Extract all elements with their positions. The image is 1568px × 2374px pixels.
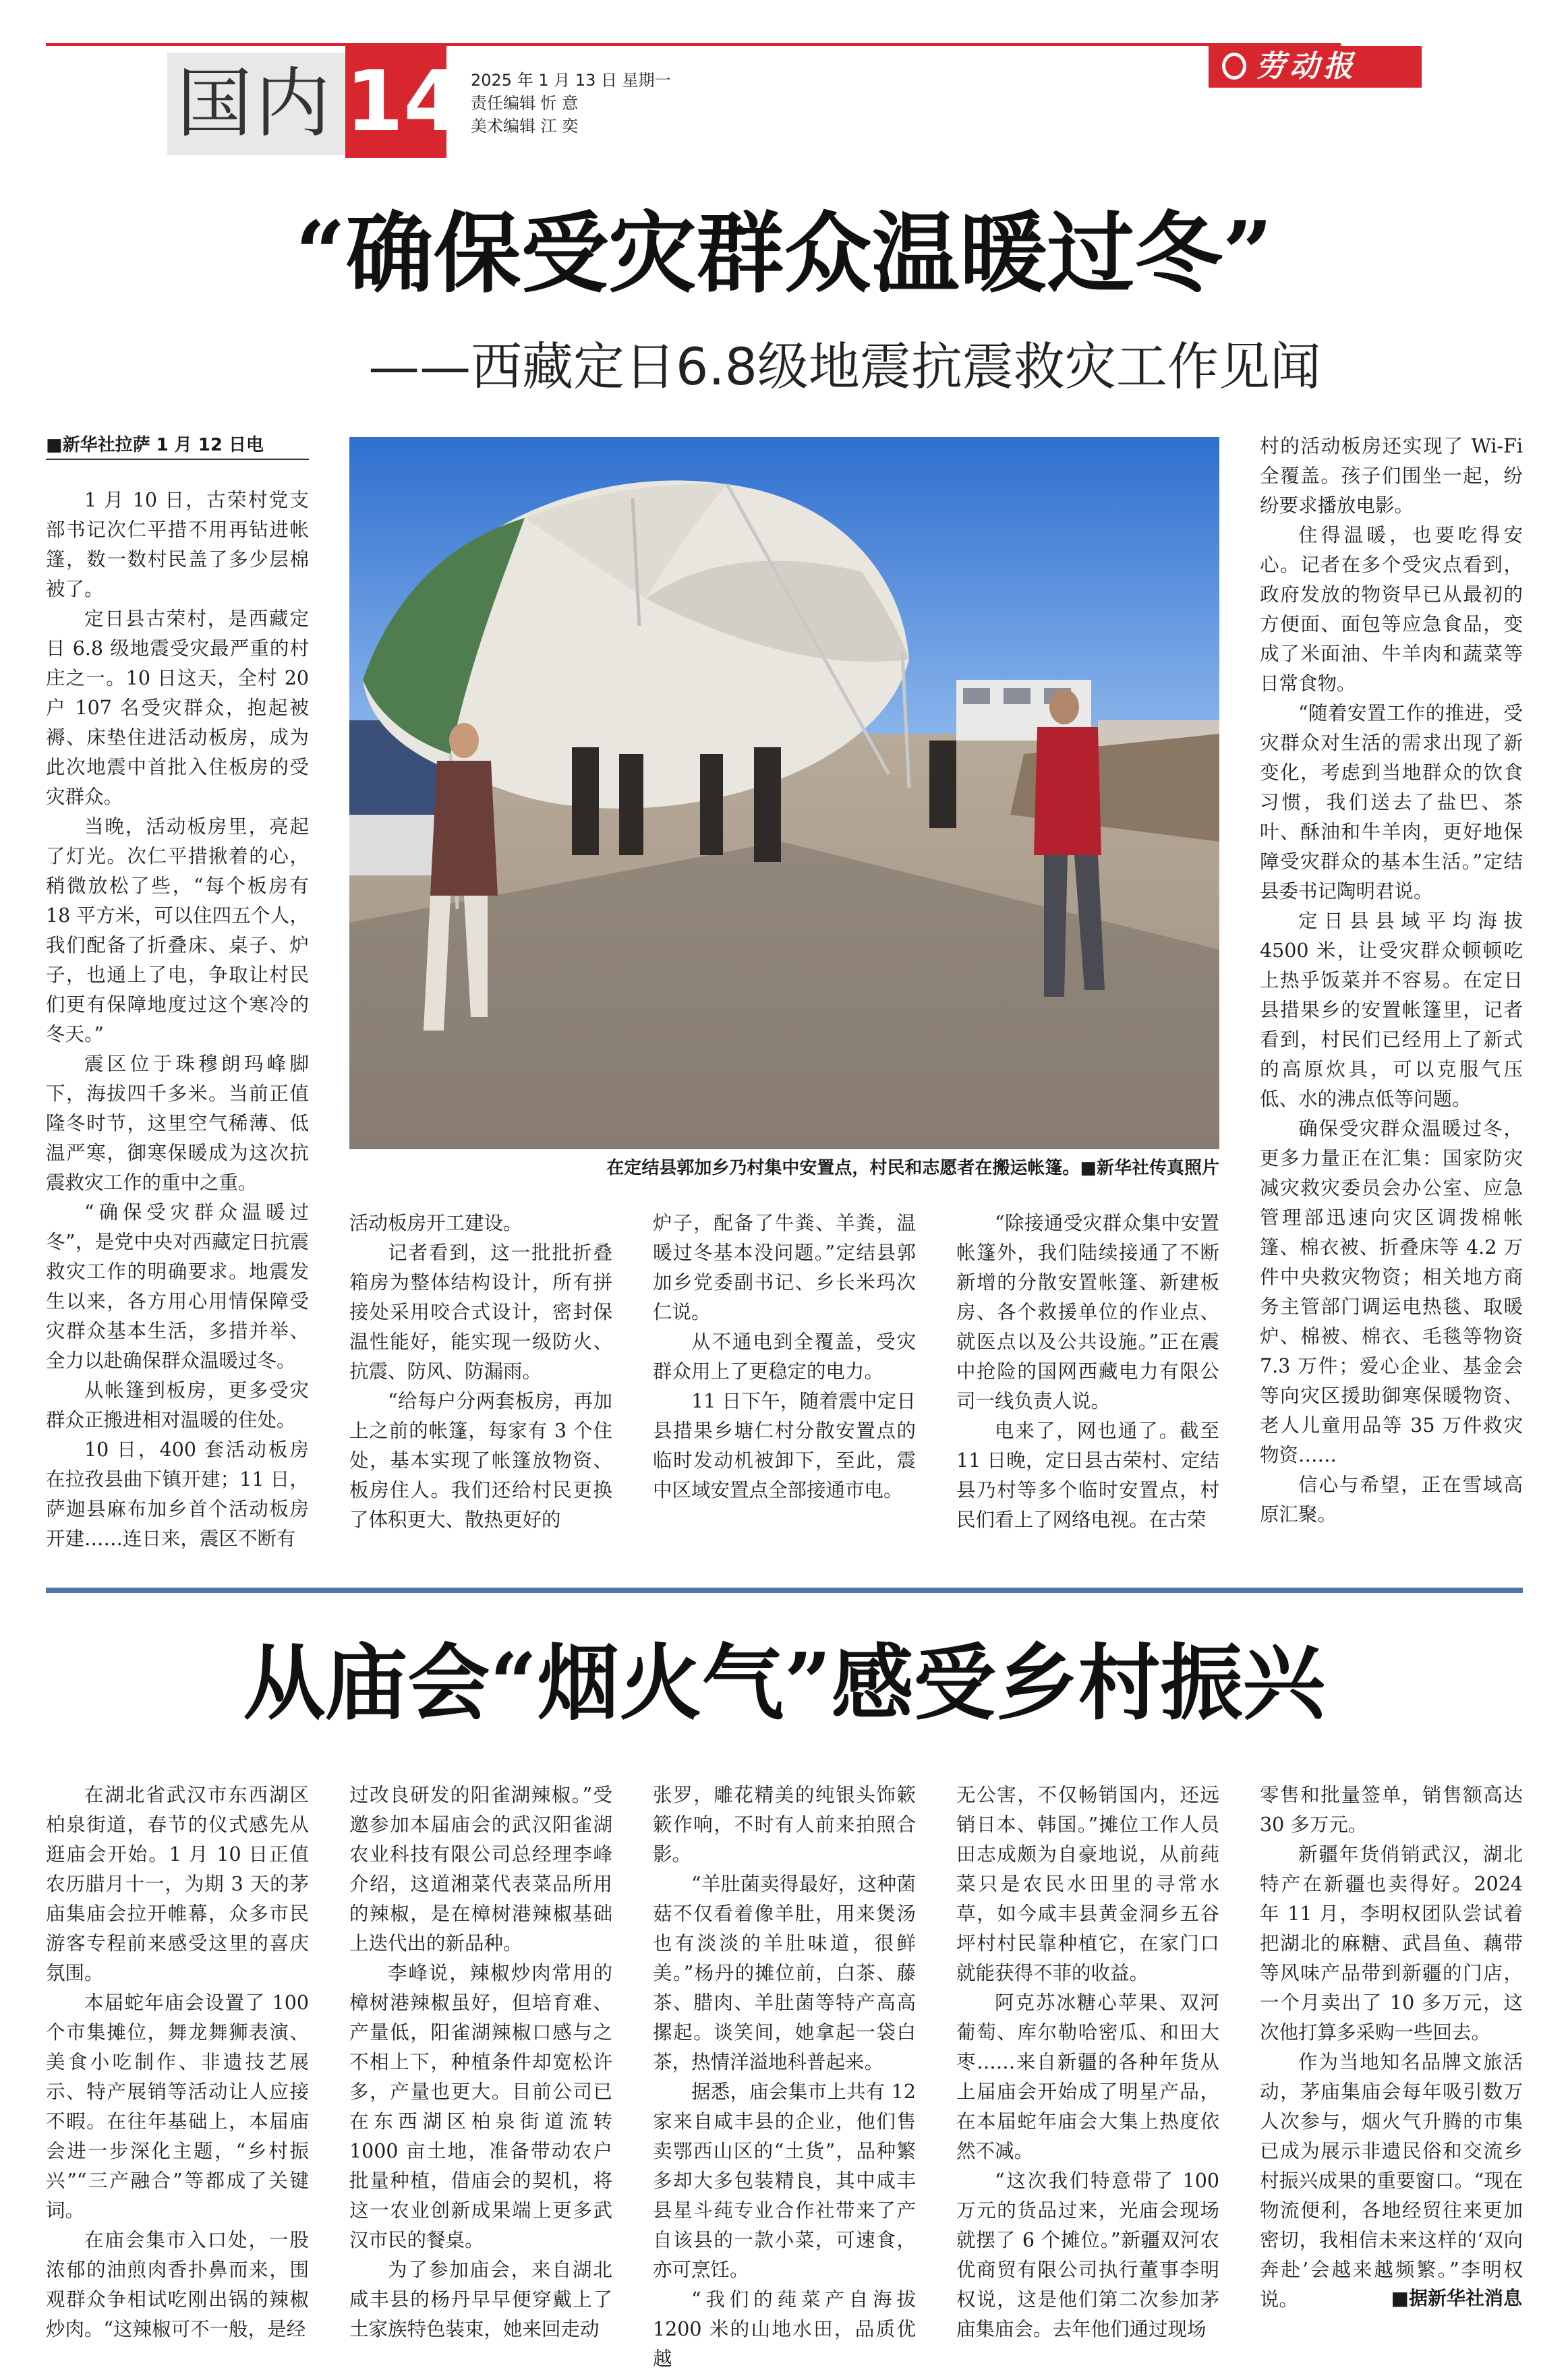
paragraph: 炉子，配备了牛粪、羊粪，温暖过冬基本没问题。”定结县郭加乡党委副书记、乡长米玛次仁说。 (653, 1212, 916, 1323)
paragraph: 从帐篷到板房，更多受灾群众正搬进相对温暖的住处。 (46, 1379, 309, 1431)
paragraph: “除接通受灾群众集中安置帐篷外，我们陆续接通了不断新增的分散安置帐篷、新建板房、各个救援单位的作业点、就医点以及公共设施。”正在震中抢险的国网西藏电力有限公司一线负责人说。 (956, 1212, 1219, 1412)
paragraph: 当晚，活动板房里，亮起了灯光。次仁平措揪着的心，稍微放松了些，“每个板房有 18 平方米，可以住四五个人，我们配备了折叠床、桌子、炉子，也通上了电，争取让村民们更有保障地度过这个寒冷的冬天。” (46, 815, 309, 1045)
story2-column-3 (653, 1780, 916, 2374)
story1-column-4 (956, 1209, 1219, 1535)
paragraph: 阿克苏冰糖心苹果、双河葡萄、库尔勒哈密瓜、和田大枣……来自新疆的各种年货从上届庙会开始成了明星产品，在本届蛇年庙会大集上热度依然不减。 (956, 1992, 1219, 2162)
paragraph: 无公害，不仅畅销国内，还远销日本、韩国。”摊位工作人员田志成颇为自豪地说，从前莼菜只是农民水田里的寻常水草，如今咸丰县黄金洞乡五谷坪村村民靠种植它，在家门口就能获得不菲的收益。 (956, 1784, 1219, 1984)
page-number: 14 (345, 53, 462, 150)
paragraph: 新疆年货俏销武汉，湖北特产在新疆也卖得好。2024 年 11 月，李明权团队尝试着把湖北的麻糖、武昌鱼、藕带等风味产品带到新疆的门店，一个月卖出了 10 多万元，这次他打算多采购一些回去。 (1260, 1843, 1523, 2044)
story1-headline: “确保受灾群众温暖过冬” (295, 202, 1273, 305)
paragraph: 李峰说，辣椒炒肉常用的樟树港辣椒虽好，但培育难、产量低，阳雀湖辣椒口感与之不相上下，种植条件却宽松许多，产量也更大。目前公司已在东西湖区柏泉街道流转 1000 亩土地，准备带动农户批量种植，借庙会的契机，将这一农业创新成果端上更多武汉市民的餐桌。 (349, 1962, 612, 2251)
story1-dateline: ■新华社拉萨 1 月 12 日电 (46, 432, 309, 460)
paragraph: 定日县古荣村，是西藏定日 6.8 级地震受灾最严重的村庄之一。10 日这天，全村 20 户 107 名受灾群众，抱起被褥、床垫住进活动板房，成为此次地震中首批入住板房的受灾群众。 (46, 608, 309, 808)
logo-emblem-icon (1222, 53, 1246, 80)
paragraph: 信心与希望，正在雪域高原汇聚。 (1260, 1474, 1523, 1526)
paragraph: 10 日，400 套活动板房在拉孜县曲下镇开建；11 日，萨迦县麻布加乡首个活动板房开建……连日来，震区不断有 (46, 1439, 309, 1550)
paragraph: 确保受灾群众温暖过冬，更多力量正在汇集：国家防灾减灾救灾委员会办公室、应急管理部迅速向灾区调拨棉帐篷、棉衣被、折叠床等 4.2 万件中央救灾物资；相关地方商务主管部门调运电热毯、取暖炉、棉被、棉衣、毛毯等物资 7.3 万件；爱心企业、基金会等向灾区援助御寒保暖物资、老人儿童用品等 35 万件救灾物资…… (1260, 1118, 1523, 1466)
story1-column-1 (46, 486, 309, 1554)
story1-column-3 (653, 1209, 916, 1505)
story1-column-5 (1260, 432, 1523, 1530)
story2-column-1 (46, 1780, 309, 2344)
top-rule (46, 43, 1341, 46)
art-editor: 美术编辑 江 奕 (471, 117, 579, 136)
section-divider (46, 1588, 1523, 1593)
paragraph: 在庙会集市入口处，一股浓郁的油煎肉香扑鼻而来，围观群众争相试吃刚出锅的辣椒炒肉。“这辣椒可不一般，是经 (46, 2229, 309, 2340)
paragraph: “我们的莼菜产自海拔 1200 米的山地水田，品质优越 (653, 2288, 916, 2370)
paragraph: 作为当地知名品牌文旅活动，茅庙集庙会每年吸引数万人次参与，烟火气升腾的市集已成为展示非遗民俗和交流乡村振兴成果的重要窗口。“现在物流便利，各地经贸往来更加密切，我相信未来这样的‘双向奔赴’会越来越频繁。”李明权说。 (1260, 2051, 1523, 2311)
paragraph: 定日县县域平均海拔 4500 米，让受灾群众顿顿吃上热乎饭菜并不容易。在定日县措果乡的安置帐篷里，记者看到，村民们已经用上了新式的高原炊具，可以克服气压低、水的沸点低等问题。 (1260, 910, 1523, 1110)
paragraph: “确保受灾群众温暖过冬”，是党中央对西藏定日抗震救灾工作的明确要求。地震发生以来，各方用心用情保障受灾群众基本生活，多措并举、全力以赴确保群众温暖过冬。 (46, 1201, 309, 1372)
paragraph: “这次我们特意带了 100 万元的货品过来，光庙会现场就摆了 6 个摊位。”新疆双河农优商贸有限公司执行董事李明权说，这是他们第二次参加茅庙集庙会。去年他们通过现场 (956, 2170, 1219, 2340)
story2-headline: 从庙会“烟火气”感受乡村振兴 (243, 1634, 1325, 1731)
paragraph: “随着安置工作的推进，受灾群众对生活的需求出现了新变化，考虑到当地群众的饮食习惯，我们送去了盐巴、茶叶、酥油和牛羊肉，更好地保障受灾群众的基本生活。”定结县委书记陶明君说。 (1260, 702, 1523, 902)
paragraph: 11 日下午，随着震中定日县措果乡塘仁村分散安置点的临时发动机被卸下，至此，震中区域安置点全部接通市电。 (653, 1390, 916, 1501)
story1-subheadline: ——西藏定日6.8级地震抗震救灾工作见闻 (368, 337, 1321, 397)
paragraph: 张罗，雕花精美的纯银头饰簌簌作响，不时有人前来拍照合影。 (653, 1784, 916, 1865)
photo-tent-carrying-scene (349, 437, 1219, 1149)
paragraph: “羊肚菌卖得最好，这种菌菇不仅看着像羊肚，用来煲汤也有淡淡的羊肚味道，很鲜美。”杨丹的摊位前，白茶、藤茶、腊肉、羊肚菌等特产高高摞起。谈笑间，她拿起一袋白茶，热情洋溢地科普起来。 (653, 1873, 916, 2073)
story2-column-2 (349, 1780, 612, 2344)
issue-date: 2025 年 1 月 13 日 星期一 (471, 71, 671, 90)
paragraph: 1 月 10 日，古荣村党支部书记次仁平措不用再钻进帐篷，数一数村民盖了多少层棉被了。 (46, 489, 309, 600)
news-photo (349, 437, 1219, 1149)
story2-credit: ■据新华社消息 (1391, 2287, 1522, 2309)
photo-caption: 在定结县郭加乡乃村集中安置点，村民和志愿者在搬运帐篷。■新华社传真照片 (606, 1158, 1219, 1178)
paragraph: 本届蛇年庙会设置了 100 个市集摊位，舞龙舞狮表演、美食小吃制作、非遗技艺展示、特产展销等活动让人应接不暇。在往年基础上，本届庙会进一步深化主题，“乡村振兴”“三产融合”等都成了关键词。 (46, 1992, 309, 2222)
paragraph: 村的活动板房还实现了 Wi-Fi 全覆盖。孩子们围坐一起，纷纷要求播放电影。 (1260, 435, 1523, 517)
story2-column-4 (956, 1780, 1219, 2344)
story2-column-5 (1260, 1780, 1523, 2315)
newspaper-name: 劳动报 (1256, 49, 1357, 84)
paragraph: 震区位于珠穆朗玛峰脚下，海拔四千多米。当前正值隆冬时节，这里空气稀薄、低温严寒，御寒保暖成为这次抗震救灾工作的重中之重。 (46, 1053, 309, 1194)
paragraph: 过改良研发的阳雀湖辣椒。”受邀参加本届庙会的武汉阳雀湖农业科技有限公司总经理李峰介绍，这道湘菜代表菜品所用的辣椒，是在樟树港辣椒基础上迭代出的新品种。 (349, 1784, 612, 1955)
responsible-editor: 责任编辑 忻 意 (471, 94, 579, 113)
paragraph: 从不通电到全覆盖，受灾群众用上了更稳定的电力。 (653, 1331, 916, 1383)
paragraph: 零售和批量签单，销售额高达 30 多万元。 (1260, 1784, 1523, 1836)
paragraph: 为了参加庙会，来自湖北咸丰县的杨丹早早便穿戴上了土家族特色装束，她来回走动 (349, 2259, 612, 2340)
paragraph: 在湖北省武汉市东西湖区柏泉街道，春节的仪式感先从逛庙会开始。1 月 10 日正值农历腊月十一，为期 3 天的茅庙集庙会拉开帷幕，众多市民游客专程前来感受这里的喜庆氛围。 (46, 1784, 309, 1984)
paragraph: “给每户分两套板房，再加上之前的帐篷，每家有 3 个住处，基本实现了帐篷放物资、板房住人。我们还给村民更换了体积更大、散热更好的 (349, 1390, 612, 1531)
paragraph: 住得温暖，也要吃得安心。记者在多个受灾点看到，政府发放的物资早已从最初的方便面、面包等应急食品，变成了米面油、牛羊肉和蔬菜等日常食物。 (1260, 524, 1523, 695)
section-name: 国内 (177, 60, 333, 148)
paragraph: 记者看到，这一批批折叠箱房为整体结构设计，所有拼接处采用咬合式设计，密封保温性能好，能实现一级防火、抗震、防风、防漏雨。 (349, 1242, 612, 1383)
paragraph: 据悉，庙会集市上共有 12 家来自咸丰县的企业，他们售卖鄂西山区的“土货”，品种繁多却大多包装精良，其中咸丰县星斗莼专业合作社带来了产自该县的一款小菜，可速食，亦可烹饪。 (653, 2081, 916, 2281)
story1-column-2 (349, 1209, 612, 1535)
paragraph: 电来了，网也通了。截至 11 日晚，定日县古荣村、定结县乃村等多个临时安置点，村民们看上了网络电视。在古荣 (956, 1420, 1219, 1531)
paragraph: 活动板房开工建设。 (349, 1212, 523, 1234)
